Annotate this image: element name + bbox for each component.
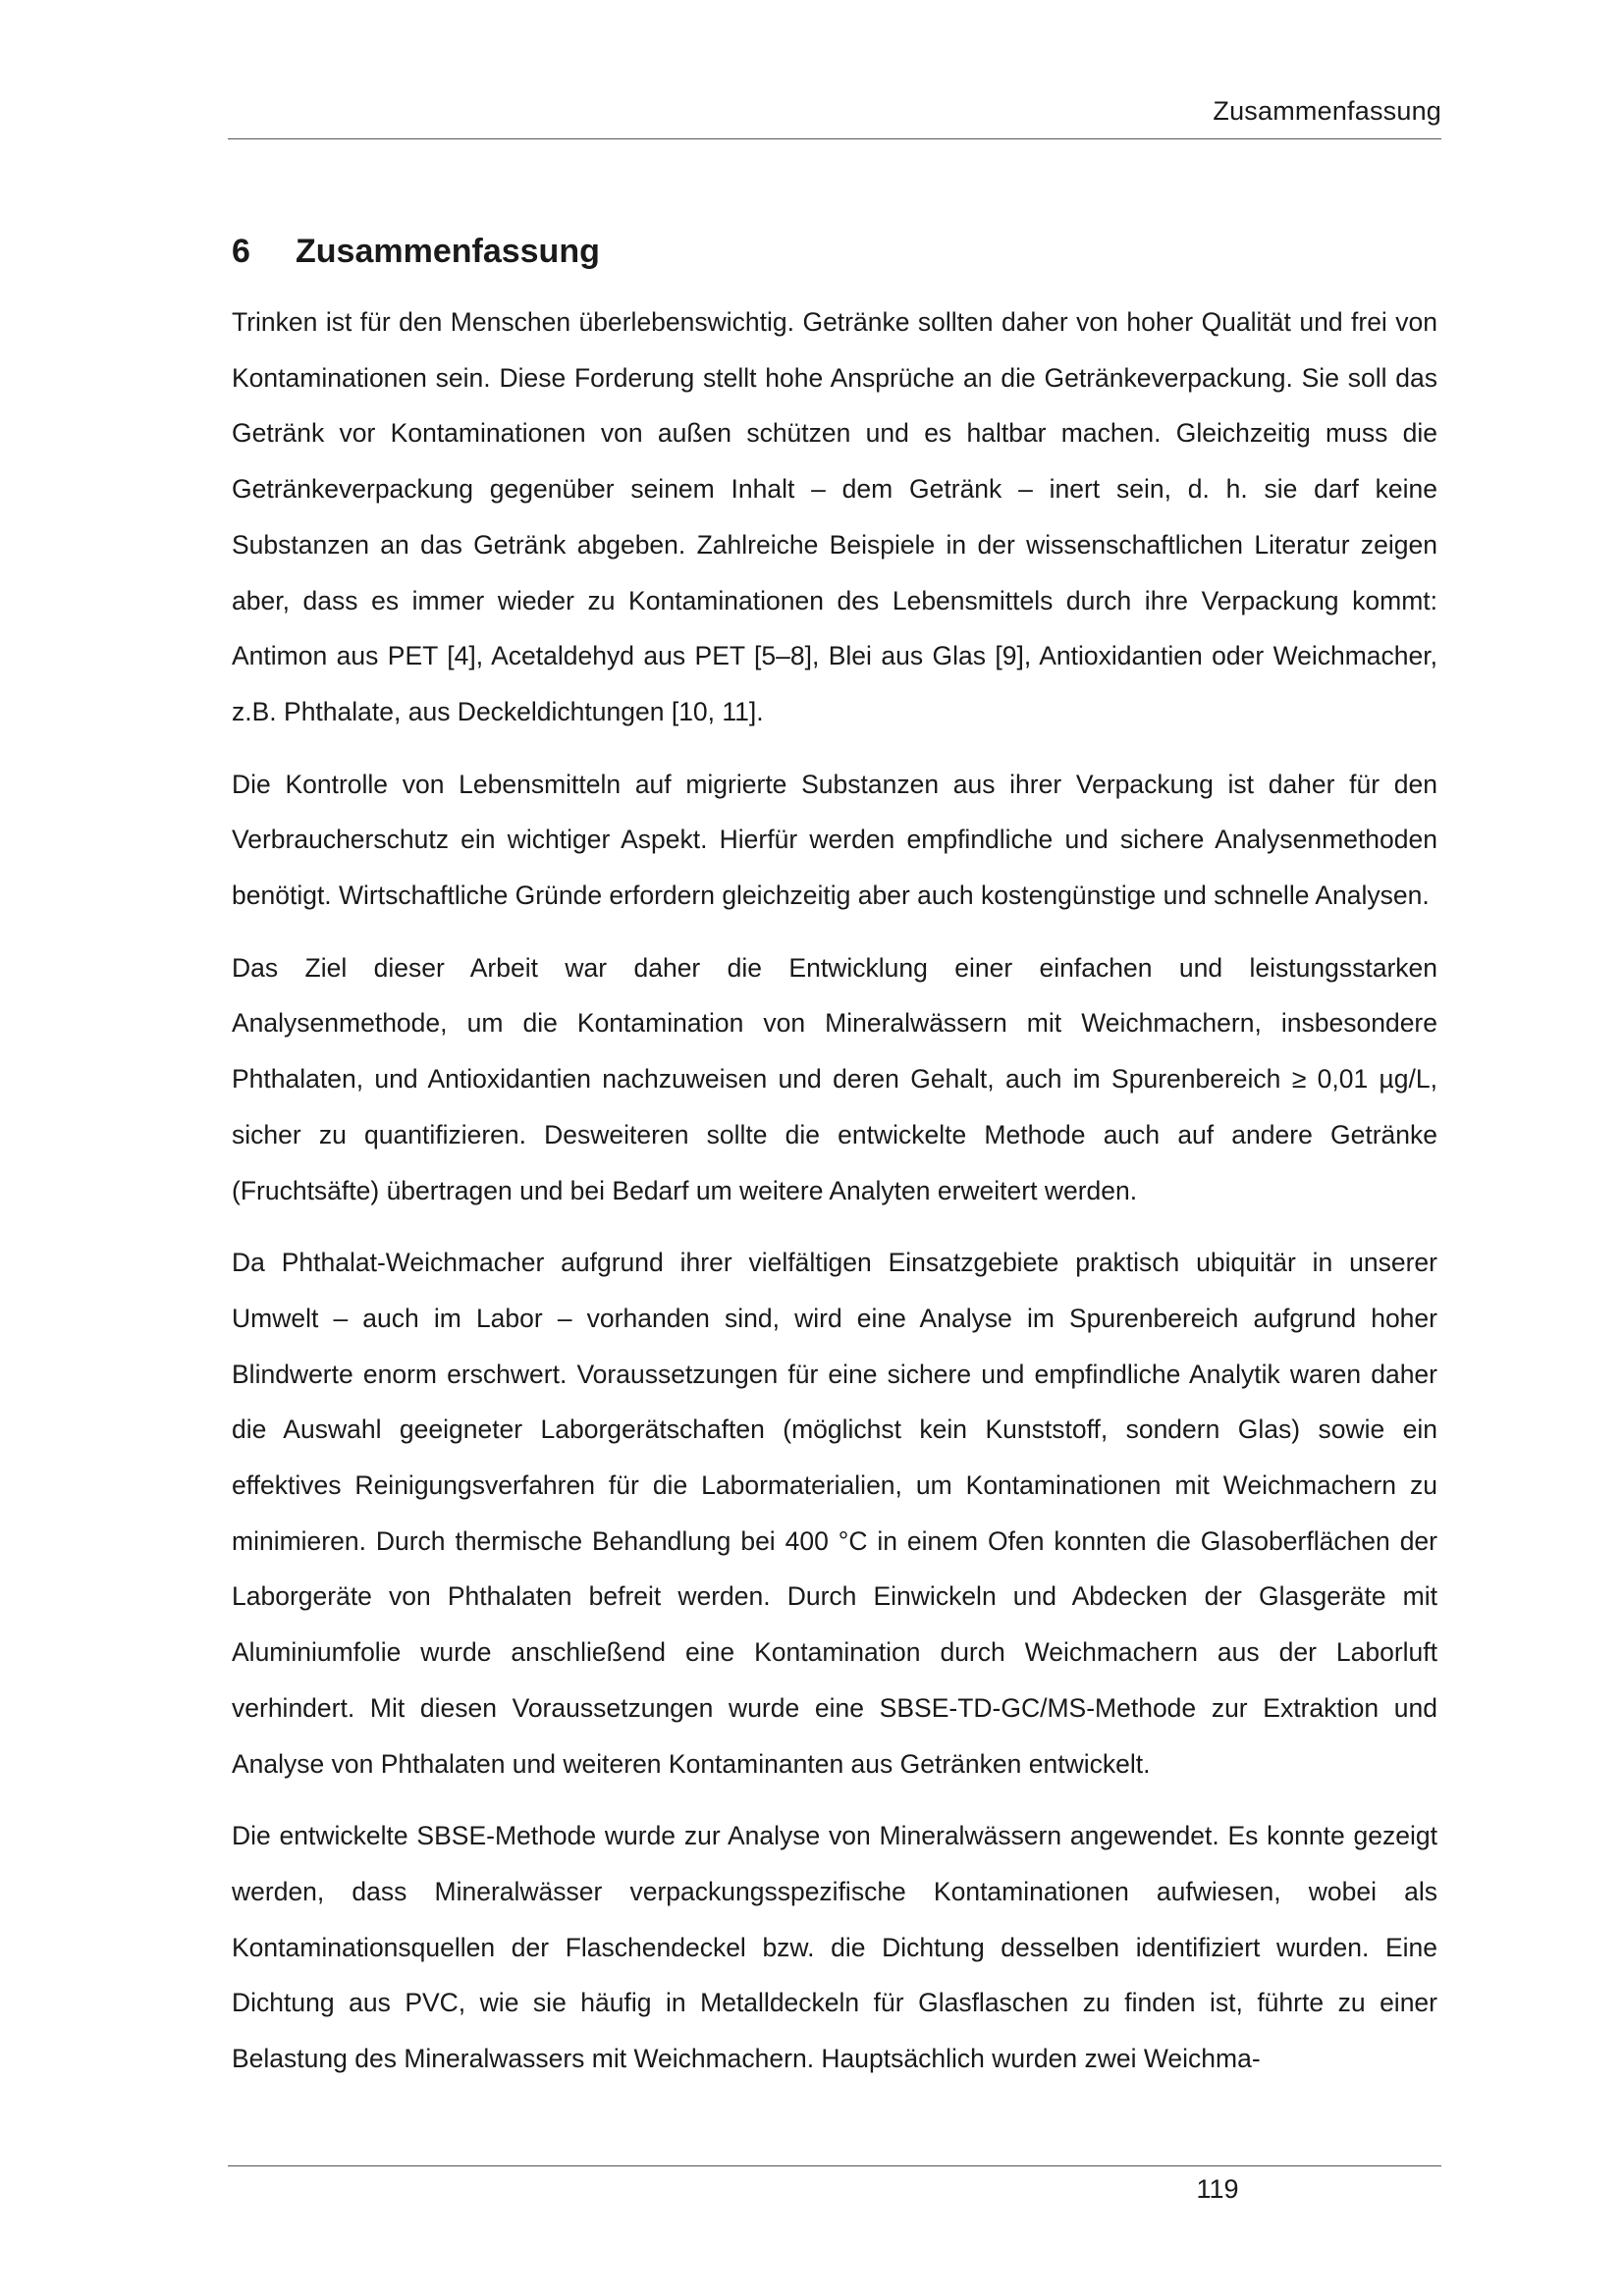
header-rule xyxy=(228,138,1441,139)
paragraph-1: Trinken ist für den Menschen überlebenswichtig. Getränke sollten daher von hoher Qualität und frei von Kontaminationen sein. Diese Forderung stellt hohe Ansprüche an die Getränkeverpackung. Sie soll das Getränk vor Kontaminationen von außen schützen und es haltbar machen. Gleichzeitig muss die Getränkeverpackung gegenüber seinem Inhalt – dem Getränk – inert sein, d. h. sie darf keine Substanzen an das Getränk abgeben. Zahlreiche Beispiele in der wissenschaftlichen Literatur zeigen aber, dass es immer wieder zu Kontaminationen des Lebensmittels durch ihre Verpackung kommt: Antimon aus PET [4], Acetaldehyd aus PET [5–8], Blei aus Glas [9], Antioxidantien oder Weichmacher, z.B. Phthalate, aus Deckeldichtungen [10, 11]. xyxy=(232,307,1437,726)
chapter-title: Zusammenfassung xyxy=(296,233,600,270)
paragraph-4: Da Phthalat-Weichmacher aufgrund ihrer vielfältigen Einsatzgebiete praktisch ubiquitär in unserer Umwelt – auch im Labor – vorhanden sind, wird eine Analyse im Spurenbereich aufgrund hoher Blindwerte enorm erschwert. Voraussetzungen für eine sichere und empfindliche Analytik waren daher die Auswahl geeigneter Laborgerätschaften (möglichst kein Kunststoff, sondern Glas) sowie ein effektives Reinigungsverfahren für die Labormaterialien, um Kontaminationen mit Weichmachern zu minimieren. Durch thermische Behandlung bei 400 °C in einem Ofen konnten die Glasoberflächen der Laborgeräte von Phthalaten befreit werden. Durch Einwickeln und Abdecken der Glasgeräte mit Aluminiumfolie wurde anschließend eine Kontamination durch Weichmachern aus der Laborluft verhindert. Mit diesen Voraussetzungen wurde eine SBSE-TD-GC/MS-Methode zur Extraktion und Analyse von Phthalaten und weiteren Kontaminanten aus Getränken entwickelt. xyxy=(232,1248,1437,1779)
chapter-heading xyxy=(232,233,600,271)
paragraph-3: Das Ziel dieser Arbeit war daher die Entwicklung einer einfachen und leistungsstarken Analysenmethode, um die Kontamination von Mineralwässern mit Weichmachern, insbesondere Phthalaten, und Antioxidantien nachzuweisen und deren Gehalt, auch im Spurenbereich ≥ 0,01 µg/L, sicher zu quantifizieren. Desweiteren sollte die entwickelte Methode auch auf andere Getränke (Fruchtsäfte) übertragen und bei Bedarf um weitere Analyten erweitert werden. xyxy=(232,952,1437,1205)
chapter-number: 6 xyxy=(232,233,250,270)
footer-rule xyxy=(228,2165,1441,2166)
body-text xyxy=(232,294,1437,2104)
page-number: 119 xyxy=(1196,2174,1239,2204)
paragraph-5: Die entwickelte SBSE-Methode wurde zur Analyse von Mineralwässern angewendet. Es konnte gezeigt werden, dass Mineralwässer verpackungsspezifische Kontaminationen aufwiesen, wobei als Kontaminationsquellen der Flaschendeckel bzw. die Dichtung desselben identifiziert wurden. Eine Dichtung aus PVC, wie sie häufig in Metalldeckeln für Glasflaschen zu finden ist, führte zu einer Belastung des Mineralwassers mit Weichmachern. Hauptsächlich wurden zwei Weichma- xyxy=(232,1821,1437,2074)
paragraph-2: Die Kontrolle von Lebensmitteln auf migrierte Substanzen aus ihrer Verpackung ist daher für den Verbraucherschutz ein wichtiger Aspekt. Hierfür werden empfindliche und sichere Analysenmethoden benötigt. Wirtschaftliche Gründe erfordern gleichzeitig aber auch kostengünstige und schnelle Analysen. xyxy=(232,769,1437,911)
running-header: Zusammenfassung xyxy=(1213,96,1441,126)
